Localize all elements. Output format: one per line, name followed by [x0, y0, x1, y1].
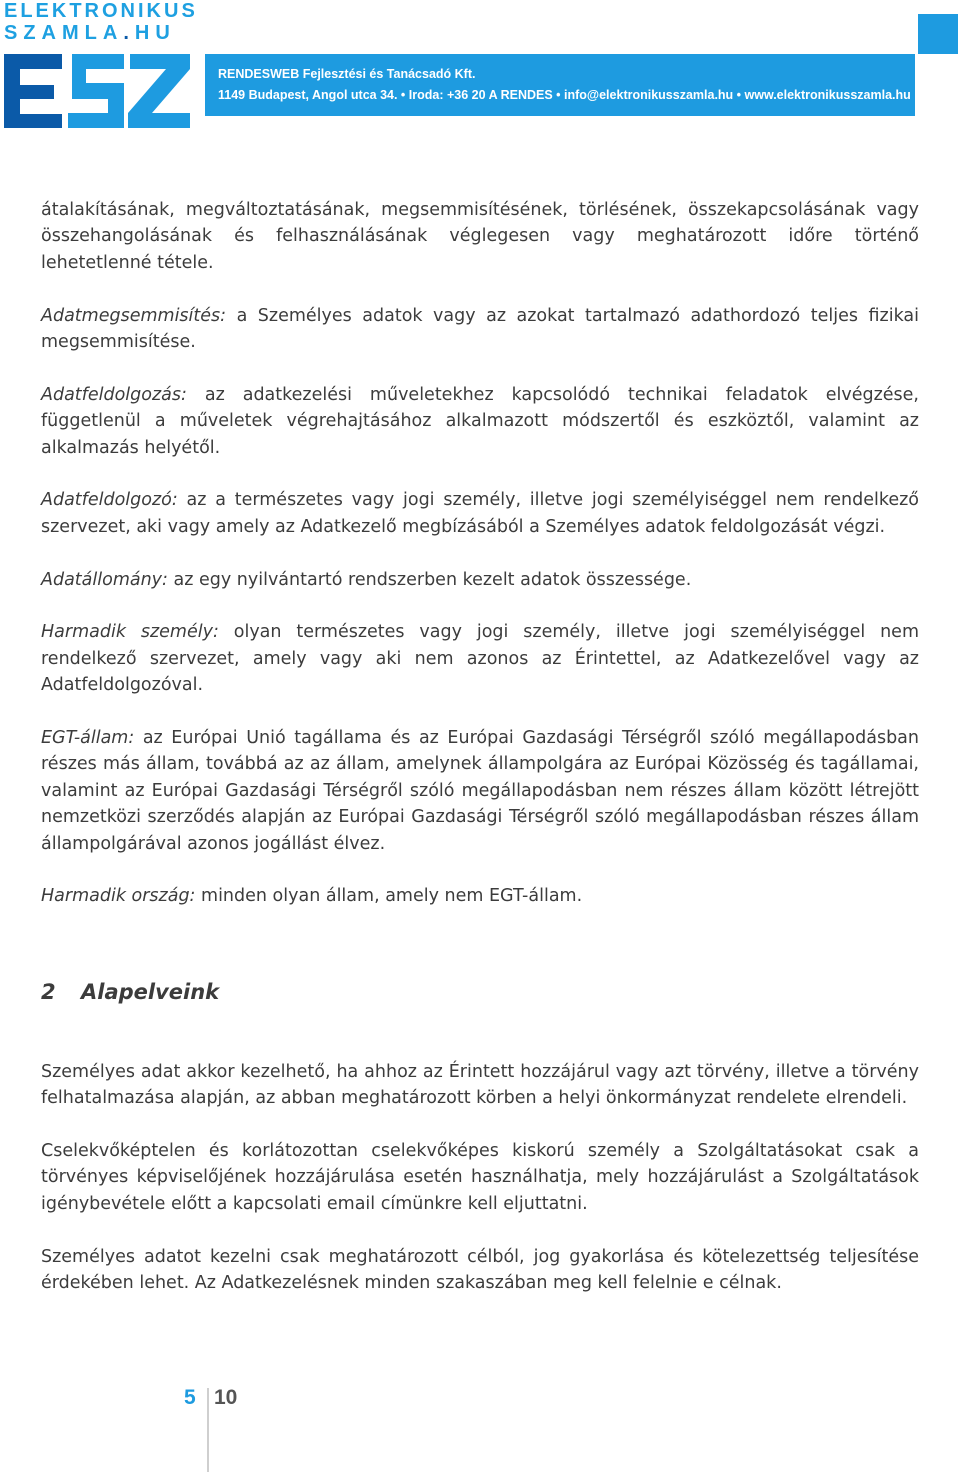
section-title: Alapelveink [81, 979, 220, 1004]
esz-logo [0, 48, 200, 130]
corner-square [918, 14, 958, 54]
definition-adatallomany [41, 567, 919, 593]
definition-text: az egy nyilvántartó rendszerben kezelt adatok összessége. [167, 569, 692, 590]
brand-line-2 [4, 22, 200, 44]
definition-harmadik-orszag [41, 883, 919, 909]
brand-dot: . [123, 22, 135, 44]
definition-term: Adatmegsemmisítés: [41, 305, 227, 326]
brand-line-1: ELEKTRONIKUS [4, 0, 198, 22]
definition-text: az adatkezelési műveletekhez kapcsolódó technikai feladatok elvégzése, függetlenül a műveletek végrehajtásához alkalmazott módszertől és eszköztől, valamint az alkalmazás helyétől. [41, 384, 919, 458]
contact-line: 1149 Budapest, Angol utca 34. • Iroda: +36 20 A RENDES • info@elektronikusszamla.hu • www.elektronikusszamla.hu [218, 88, 911, 102]
brand-tld: HU [134, 22, 176, 44]
definition-adatfeldolgozo [41, 487, 919, 540]
definition-term: Harmadik személy: [41, 622, 219, 643]
definition-text: olyan természetes vagy jogi személy, illetve jogi személyiséggel nem rendelkező szervezet, amely vagy aki nem azonos az Érintettel, az Adatkezelővel vagy az Adatfeldolgozóval. [41, 622, 920, 696]
company-name: RENDESWEB Fejlesztési és Tanácsadó Kft. [218, 67, 476, 81]
definition-adatmegsemmisites [41, 303, 919, 356]
definition-egt-allam [41, 725, 919, 857]
definition-term: Adatfeldolgozás: [41, 384, 187, 405]
page-total: 10 [214, 1386, 238, 1409]
definition-text: a Személyes adatok vagy az azokat tartalmazó adathordozó teljes fizikai megsemmisítése. [41, 305, 919, 353]
definition-text: az a természetes vagy jogi személy, illetve jogi személyiséggel nem rendelkező szervezet, aki vagy amely az Adatkezelő megbízásából a Személyes adatok feldolgozását végzi. [41, 490, 919, 537]
paragraph: átalakításának, megváltoztatásának, megsemmisítésének, törlésének, összekapcsolásának vagy összehangolásának és felhasználásának véglegesen vagy meghatározott időre történő lehetetlenné tétele. [41, 200, 919, 273]
brand-name: SZAMLA [4, 22, 124, 44]
definition-text: minden olyan állam, amely nem EGT-állam. [195, 886, 583, 907]
paragraph: Személyes adatot kezelni csak meghatározott célból, jog gyakorlása és kötelezettség teljesítése érdekében lehet. Az Adatkezelésnek minden szakaszában meg kell felelnie e célnak. [41, 1246, 919, 1294]
definition-harmadik-szemely [41, 619, 919, 698]
section-body [41, 1059, 919, 1297]
page-current: 5 [184, 1386, 196, 1409]
section-number: 2 [41, 979, 56, 1004]
paragraph: Személyes adat akkor kezelhető, ha ahhoz az Érintett hozzájárul vagy azt törvény, illetve a törvény felhatalmazása alapján, az abban meghatározott körben a helyi önkormányzat rendelete elrendeli. [41, 1061, 919, 1109]
definition-term: Harmadik ország: [41, 886, 196, 907]
section-heading [41, 978, 919, 1006]
paragraph: Cselekvőképtelen és korlátozottan cselekvőképes kiskorú személy a Szolgáltatásokat csak a törvényes képviselőjének hozzájárulása esetén használhatja, mely hozzájárulást a Szolgáltatások igénybevétele előtt a kapcsolati email címünkre kell eljuttatni. [41, 1141, 919, 1214]
definition-term: Adatállomány: [41, 569, 168, 590]
header-contact-bar [205, 54, 915, 116]
page-divider [207, 1388, 209, 1472]
definition-text: az Európai Unió tagállama és az Európai Gazdasági Térségről szóló megállapodásban részes más állam, továbbá az az állam, amelynek állampolgára az Európai Közösség és tagállamai, valamint az Európai Gazdasági Térségről szóló megállapodásban nem részes állam között létrejött nemzetközi szerződés alapján az Európai Gazdasági Térségről szóló megállapodásban részes állam állampolgárával azonos jogállást élvez. [41, 728, 919, 854]
definition-adatfeldolgozas [41, 382, 919, 461]
definition-term: Adatfeldolgozó: [41, 490, 178, 511]
brand-wordmark [4, 0, 200, 44]
definition-term: EGT-állam: [41, 728, 135, 749]
document-body [41, 197, 919, 1323]
